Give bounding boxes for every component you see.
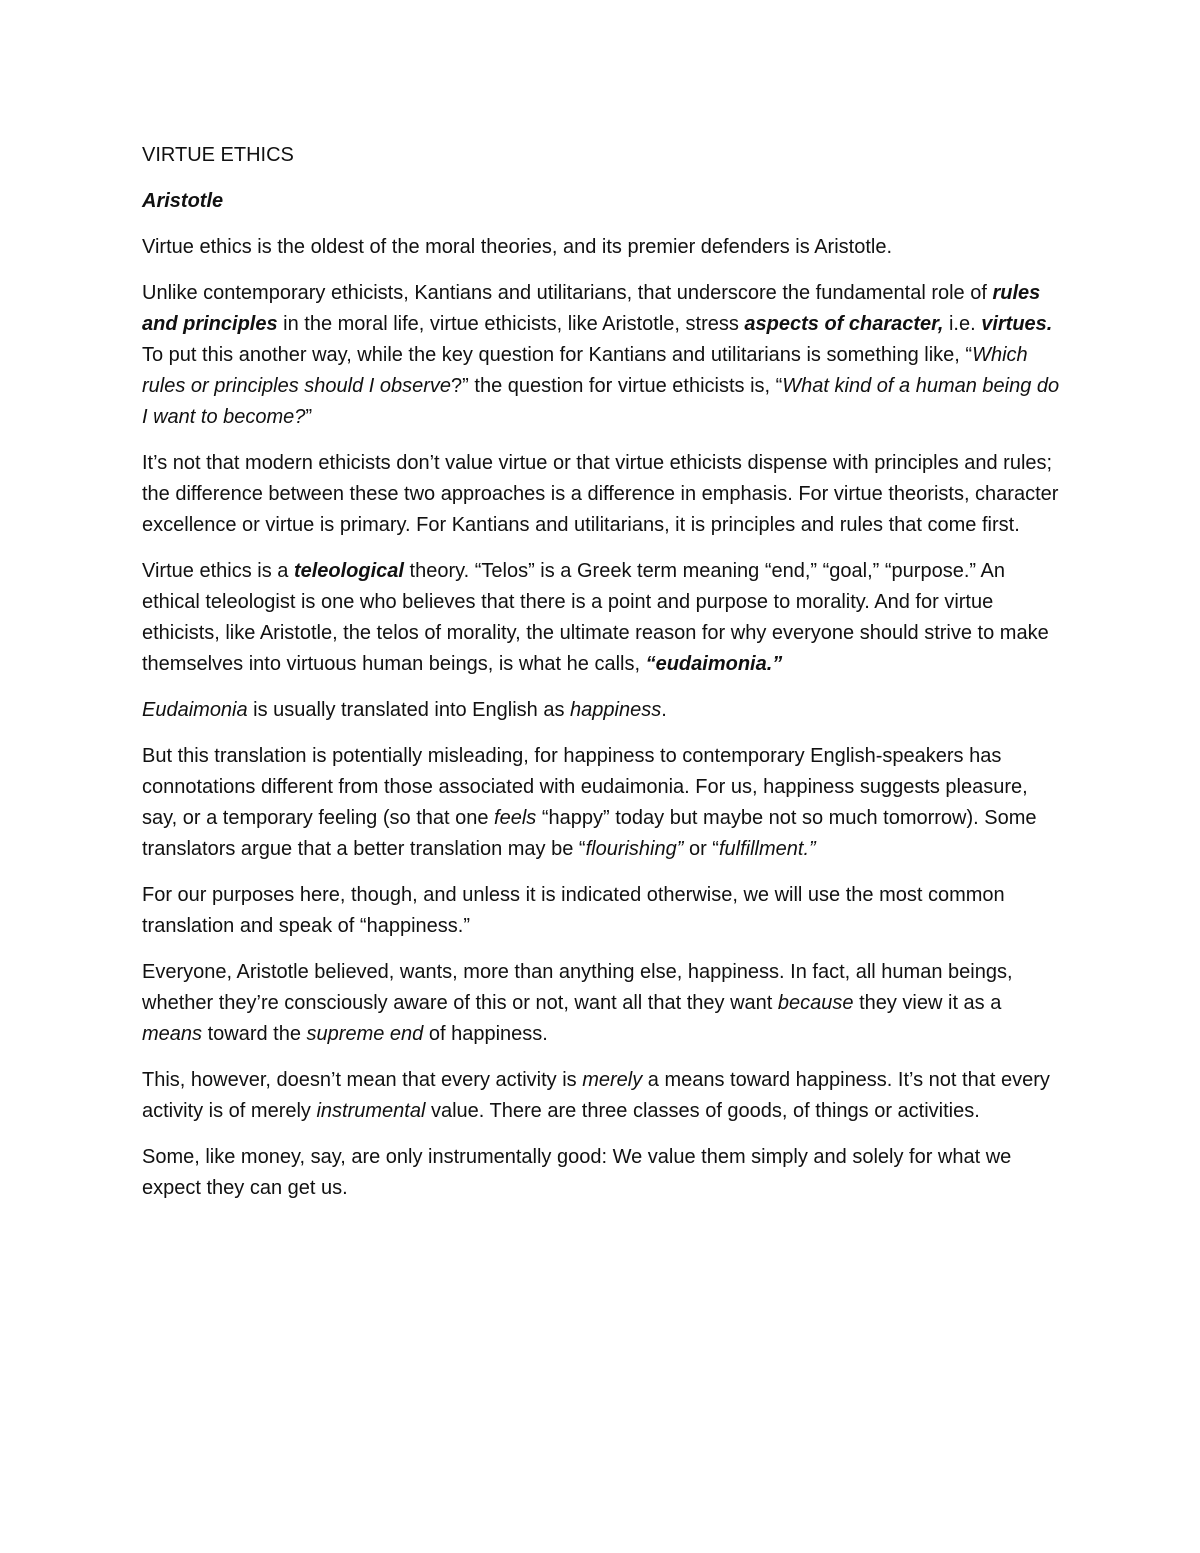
- emphasis-question-virtue: What kind of a human being do I want to become?: [142, 375, 1060, 428]
- text-run: “happy” today but maybe not so much tomorrow). Some translators argue that a better translation may be “: [142, 807, 1037, 860]
- text-run: To put this another way, while the key question for Kantians and utilitarians is something like, “: [142, 344, 973, 366]
- paragraph-instrumental-goods: [142, 1142, 1062, 1204]
- text-run: This, however, doesn’t mean that every activity is: [142, 1069, 583, 1091]
- emphasis-teleological: teleological: [293, 560, 404, 582]
- text-run: theory. “Telos” is a Greek term meaning “end,” “goal,” “purpose.” An ethical teleologist is one who believes that there is a point and purpose to morality. And for virtue ethicists, like Aristotle, the telos of morality, the ultimate reason for why everyone should strive to make themselves into virtuous human beings, is what he calls,: [142, 560, 1049, 675]
- emphasis-happiness: happiness: [570, 699, 662, 721]
- text-run: Virtue ethics is the oldest of the moral theories, and its premier defenders is Aristotle.: [142, 236, 892, 258]
- text-run: in the moral life, virtue ethicists, like Aristotle, stress: [277, 313, 745, 335]
- emphasis-because: because: [777, 992, 854, 1014]
- emphasis-flourishing: flourishing”: [585, 838, 684, 860]
- paragraph-everyone-wants-happiness: [142, 957, 1062, 1050]
- text-run: of happiness.: [423, 1023, 548, 1045]
- paragraph-classes-of-goods: [142, 1065, 1062, 1127]
- text-run: ?” the question for virtue ethicists is, “: [451, 375, 783, 397]
- text-run: value. There are three classes of goods, of things or activities.: [425, 1100, 980, 1122]
- text-run: .: [661, 699, 667, 721]
- text-run: i.e.: [943, 313, 982, 335]
- text-run: is usually translated into English as: [247, 699, 571, 721]
- emphasis-rules-and-principles: rules and principles: [142, 282, 1041, 335]
- text-run: Some, like money, say, are only instrumentally good: We value them simply and solely for what we expect they can get us.: [142, 1146, 1012, 1199]
- emphasis-instrumental: instrumental: [316, 1100, 426, 1122]
- emphasis-aspects-of-character: aspects of character,: [744, 313, 944, 335]
- text-run: ”: [305, 406, 313, 428]
- emphasis-feels: feels: [494, 807, 537, 829]
- emphasis-fulfillment: fulfillment.”: [718, 838, 816, 860]
- text-run: For our purposes here, though, and unless it is indicated otherwise, we will use the most common translation and speak of “happiness.”: [142, 884, 1005, 937]
- paragraph-teleological: [142, 556, 1062, 680]
- text-run: or “: [683, 838, 719, 860]
- text-run: Everyone, Aristotle believed, wants, more than anything else, happiness. In fact, all human beings, whether they’re consciously aware of this or not, want all that they want: [142, 961, 1013, 1014]
- section-heading-aristotle: Aristotle: [142, 190, 224, 212]
- emphasis-eudaimonia: “eudaimonia.”: [645, 653, 783, 675]
- paragraph-our-purposes: [142, 880, 1062, 942]
- emphasis-merely: merely: [582, 1069, 643, 1091]
- emphasis-virtues: virtues.: [981, 313, 1053, 335]
- text-run: toward the: [202, 1023, 307, 1045]
- document-body: [142, 140, 1062, 1219]
- paragraph-translation: [142, 695, 1062, 726]
- text-run: Virtue ethics is a: [142, 560, 294, 582]
- emphasis-eudaimonia-term: Eudaimonia: [142, 699, 248, 721]
- paragraph-misleading: [142, 741, 1062, 865]
- emphasis-supreme-end: supreme end: [306, 1023, 424, 1045]
- text-run: a means toward happiness. It’s not that every activity is of merely: [142, 1069, 1050, 1122]
- text-run: Unlike contemporary ethicists, Kantians and utilitarians, that underscore the fundamental role of: [142, 282, 993, 304]
- text-run: But this translation is potentially misleading, for happiness to contemporary English-speakers has connotations different from those associated with eudaimonia. For us, happiness suggests pleasure, say, or a temporary feeling (so that one: [142, 745, 1028, 829]
- page-title: VIRTUE ETHICS: [142, 144, 294, 166]
- text-run: they view it as a: [853, 992, 1002, 1014]
- emphasis-question-kantian: Which rules or principles should I observe: [142, 344, 1028, 397]
- paragraph-rules-vs-character: [142, 278, 1062, 433]
- paragraph-intro: [142, 232, 1062, 263]
- paragraph-difference-in-emphasis: [142, 448, 1062, 541]
- text-run: It’s not that modern ethicists don’t value virtue or that virtue ethicists dispense with principles and rules; the difference between these two approaches is a difference in emphasis. For virtue theorists, character excellence or virtue is primary. For Kantians and utilitarians, it is principles and rules that come first.: [142, 452, 1059, 536]
- emphasis-means: means: [142, 1023, 203, 1045]
